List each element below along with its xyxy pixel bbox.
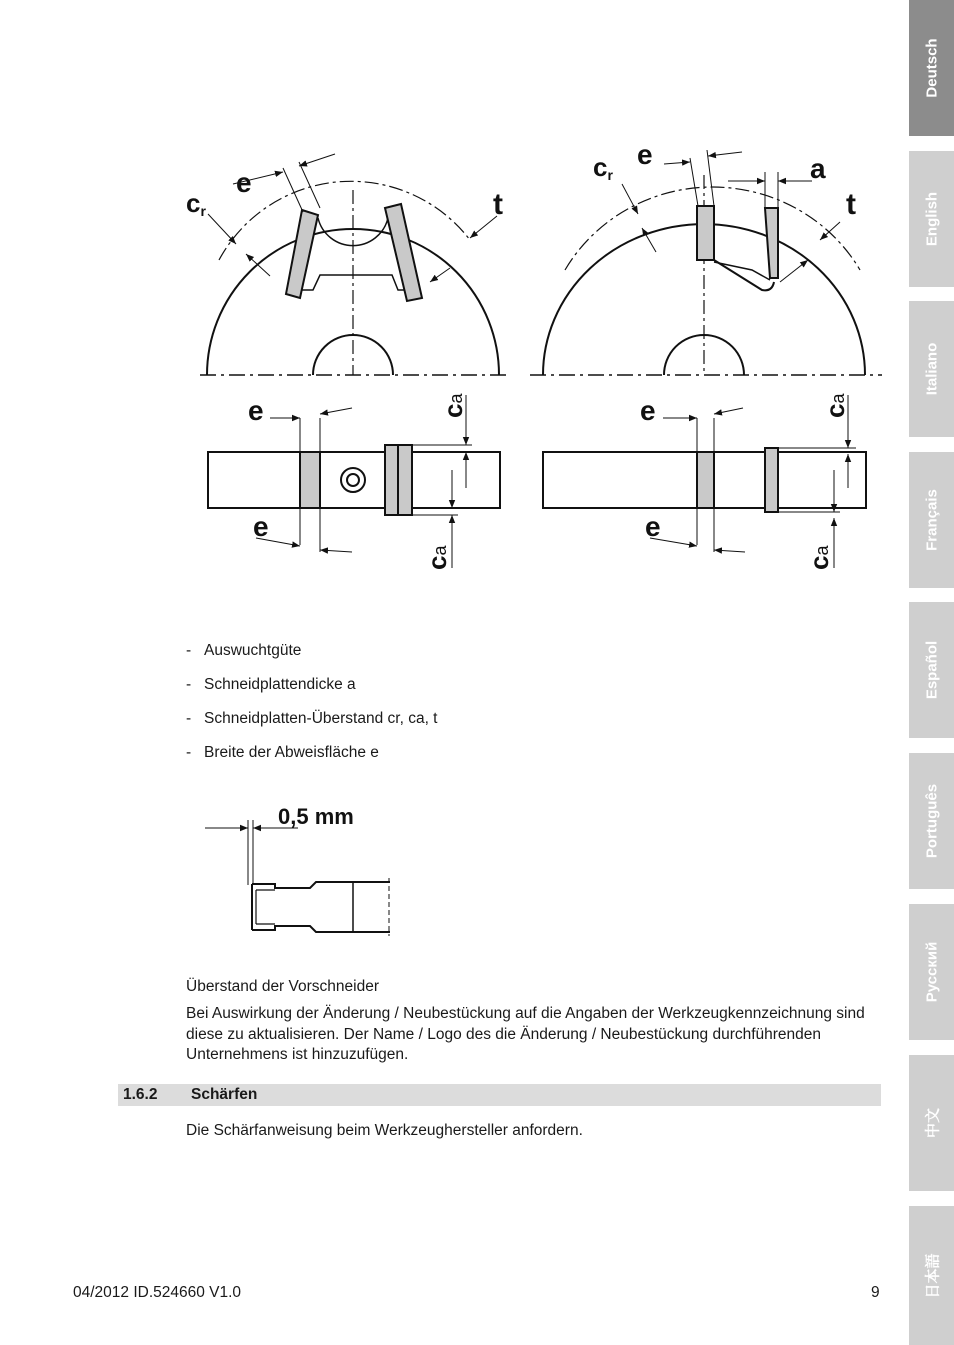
tab-label: 日本語 (924, 1252, 941, 1299)
label-ca: ca (804, 545, 834, 570)
list-item: - Breite der Abweisfläche e (186, 744, 379, 761)
tab-label: Français (923, 489, 940, 551)
label-t: t (846, 188, 856, 221)
tab-deutsch[interactable] (909, 0, 954, 136)
list-item: - Auswuchtgüte (186, 642, 302, 659)
section-number: 1.6.2 (123, 1086, 158, 1103)
label-t: t (493, 188, 503, 221)
tab-label: Русский (923, 941, 940, 1003)
tab-russian[interactable] (909, 904, 954, 1040)
tab-label: Português (923, 783, 940, 859)
label-e: e (248, 395, 264, 426)
label-e: e (637, 140, 653, 170)
label-ca: ca (438, 393, 468, 418)
dimension-label: 0,5 mm (278, 804, 354, 829)
label-a: a (810, 153, 826, 184)
label-e: e (645, 511, 661, 542)
tab-label: Deutsch (923, 38, 940, 98)
list-item: - Schneidplatten-Überstand cr, ca, t (186, 710, 438, 727)
label-cr: cr (593, 152, 613, 183)
section-title: Schärfen (191, 1086, 258, 1103)
parameter-list (186, 641, 438, 777)
section-heading (118, 1084, 881, 1106)
tool-overhang-diagram (180, 140, 890, 580)
tab-label: Italiano (923, 342, 940, 396)
tab-francais[interactable] (909, 452, 954, 588)
tab-chinese[interactable] (909, 1055, 954, 1191)
tab-italiano[interactable] (909, 301, 954, 437)
list-item: - Schneidplattendicke a (186, 676, 356, 693)
tab-label: English (923, 191, 940, 247)
pre-cutter-overhang-diagram (195, 795, 400, 940)
label-e: e (253, 511, 269, 542)
tab-english[interactable] (909, 151, 954, 287)
label-cr: cr (186, 188, 206, 219)
section-text: Die Schärfanweisung beim Werkzeughersteller anfordern. (186, 1122, 583, 1139)
body-paragraph: Bei Auswirkung der Änderung / Neubestückung auf die Angaben der Werkzeugkennzeichnung sind diese zu aktualisieren. Der Name / Logo des die Änderung / Neubestückung durchführenden Unternehmens ist hinzuzufügen. (186, 1005, 865, 1063)
label-ca: ca (820, 393, 850, 418)
tab-portugues[interactable] (909, 753, 954, 889)
tab-label: Español (923, 640, 940, 700)
tab-japanese[interactable] (909, 1206, 954, 1345)
label-e: e (236, 167, 252, 198)
label-ca: ca (422, 545, 452, 570)
footer-doc-id: 04/2012 ID.524660 V1.0 (73, 1284, 242, 1301)
page-number: 9 (871, 1284, 880, 1301)
figure-caption: Überstand der Vorschneider (186, 978, 380, 995)
tab-label: 中文 (924, 1107, 941, 1139)
label-e: e (640, 395, 656, 426)
tab-espanol[interactable] (909, 602, 954, 738)
